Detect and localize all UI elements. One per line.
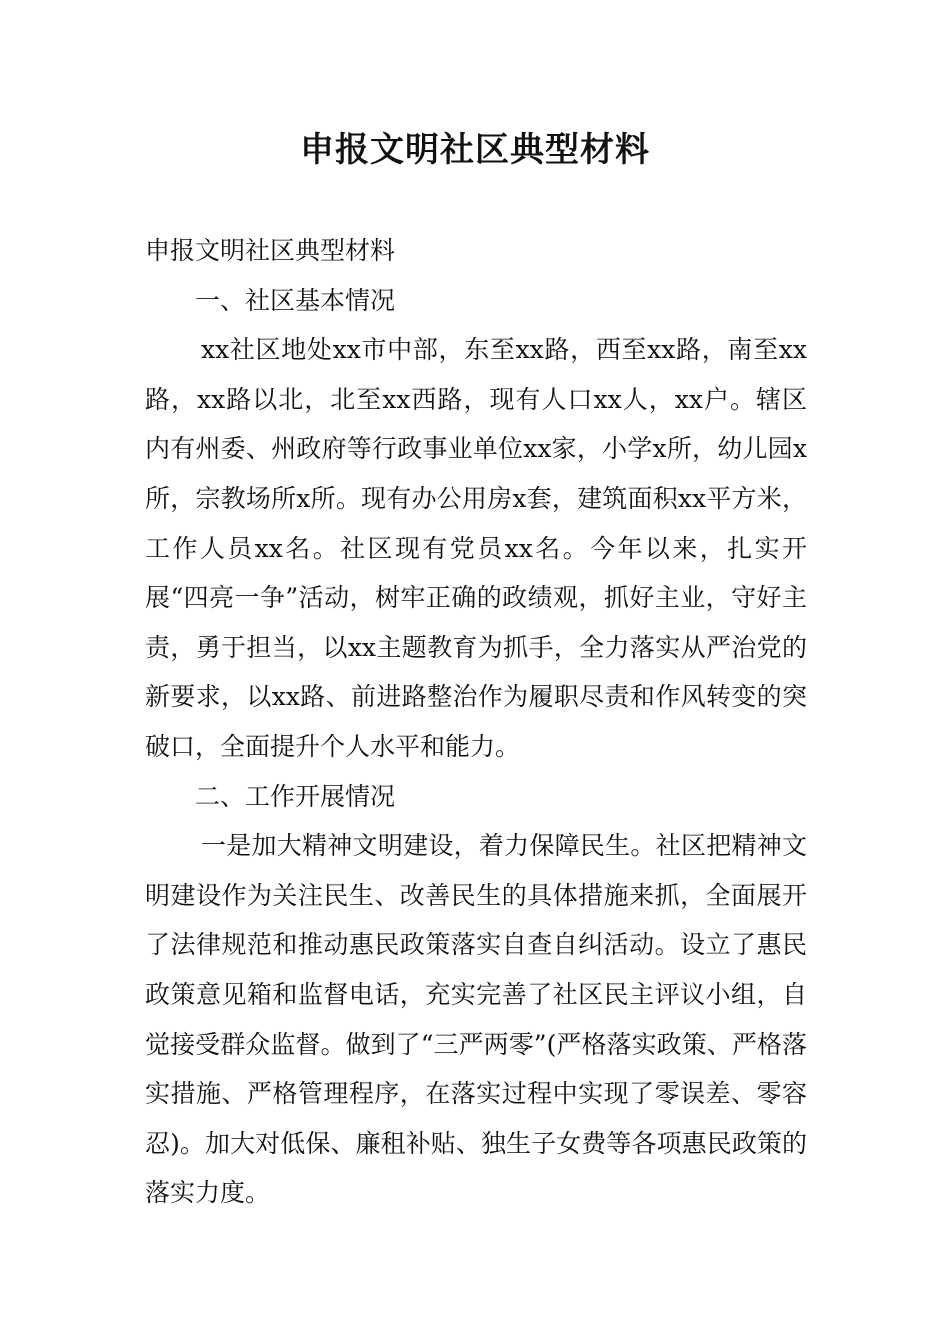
section-heading-work-progress: 二、工作开展情况 (195, 781, 396, 811)
document-subtitle: 申报文明社区典型材料 (145, 236, 396, 265)
paragraph-work-progress: 一是加大精神文明建设，着力保障民生。社区把精神文明建设作为关注民生、改善民生的具体措施来抓，全面展开了法律规范和推动惠民政策落实自查自纠活动。设立了惠民政策意见箱和监督电话，充实完善了社区民主评议小组，自觉接受群众监督。做到了“三严两零”(严格落实政策、严格落实措施、严格管理程序，在落实过程中实现了零误差、零容忍)。加大对低保、廉租补贴、独生子女费等各项惠民政策的落实力度。 (145, 831, 807, 1208)
document-title: 申报文明社区典型材料 (300, 130, 650, 170)
document-body (145, 226, 807, 1218)
section-heading-basic-info: 一、社区基本情况 (195, 285, 396, 315)
paragraph-basic-info: xx社区地处xx市中部，东至xx路，西至xx路，南至xx路，xx路以北，北至xx西路，现有人口xx人，xx户。辖区内有州委、州政府等行政事业单位xx家，小学x所，幼儿园x所，宗教场所x所。现有办公用房x套，建筑面积xx平方米，工作人员xx名。社区现有党员xx名。今年以来，扎实开展“四亮一争”活动，树牢正确的政绩观，抓好主业，守好主责，勇于担当，以xx主题教育为抓手，全力落实从严治党的新要求，以xx路、前进路整治作为履职尽责和作风转变的突破口，全面提升个人水平和能力。 (145, 335, 807, 761)
